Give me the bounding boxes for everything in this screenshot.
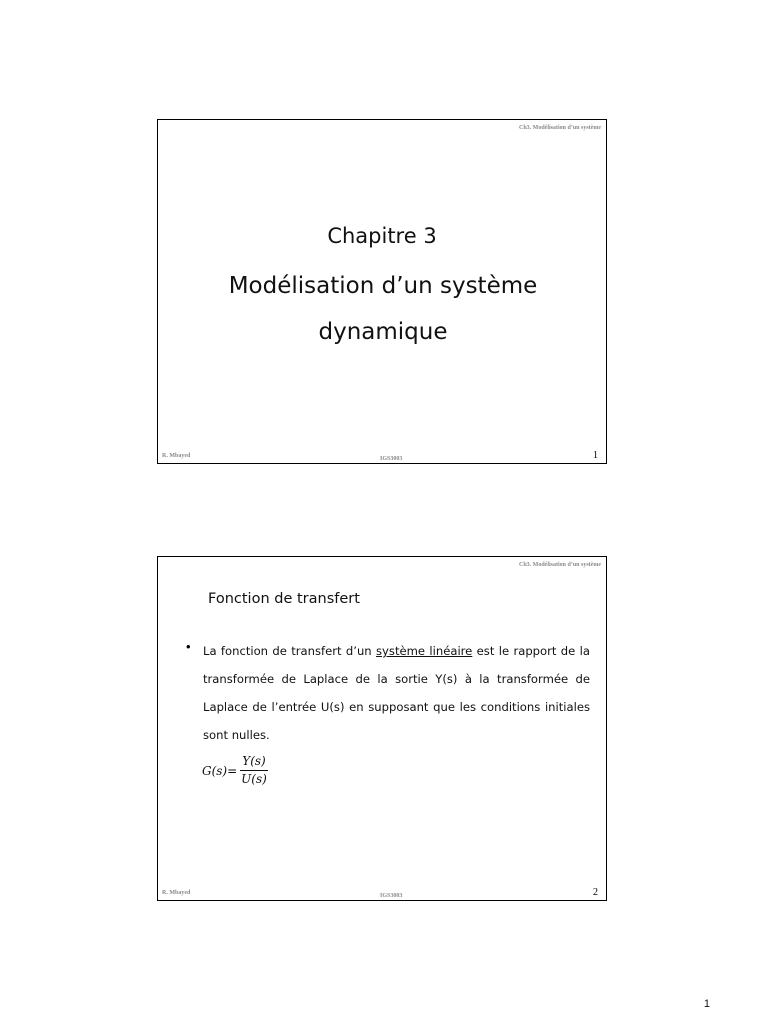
- slide-header: Ch3. Modélisation d’un système: [518, 125, 601, 131]
- formula-numerator: Y(s): [240, 753, 267, 771]
- bullet-text-part-1: La fonction de transfert d’un: [203, 644, 377, 658]
- underlined-term: système linéaire: [376, 644, 473, 658]
- chapter-label: Chapitre 3: [327, 224, 437, 248]
- bullet-icon: •: [186, 639, 191, 654]
- formula-denominator: U(s): [241, 772, 267, 786]
- page-number: 1: [703, 998, 710, 1010]
- slide-1: [157, 119, 607, 464]
- chapter-title: [188, 263, 578, 355]
- footer-author: R. Mbayed: [162, 453, 191, 459]
- chapter-title-line-1: Modélisation d’un système: [228, 273, 538, 299]
- slide-number: 1: [593, 450, 598, 461]
- transfer-function-formula: [202, 753, 269, 788]
- footer-author: R. Mbayed: [162, 890, 191, 896]
- formula-lhs: G(s)=: [202, 763, 238, 778]
- section-title: Fonction de transfert: [208, 591, 360, 607]
- chapter-title-line-2: dynamique: [318, 319, 448, 345]
- slide-number: 2: [593, 887, 598, 898]
- slide-2: [157, 556, 607, 901]
- slide-header: Ch3. Modélisation d’un système: [518, 562, 601, 568]
- bullet-text-part-2: est le rapport de la transformée de Laplace de la sortie Y(s) à la transformée de Laplace de l’entrée U(s) en supposant que les conditions initiales sont nulles.: [203, 644, 590, 742]
- footer-course: IGS3003: [380, 456, 403, 462]
- footer-course: IGS3003: [380, 893, 403, 899]
- formula-fraction: [239, 753, 269, 788]
- bullet-text: [203, 637, 590, 749]
- bullet-item: [186, 637, 590, 749]
